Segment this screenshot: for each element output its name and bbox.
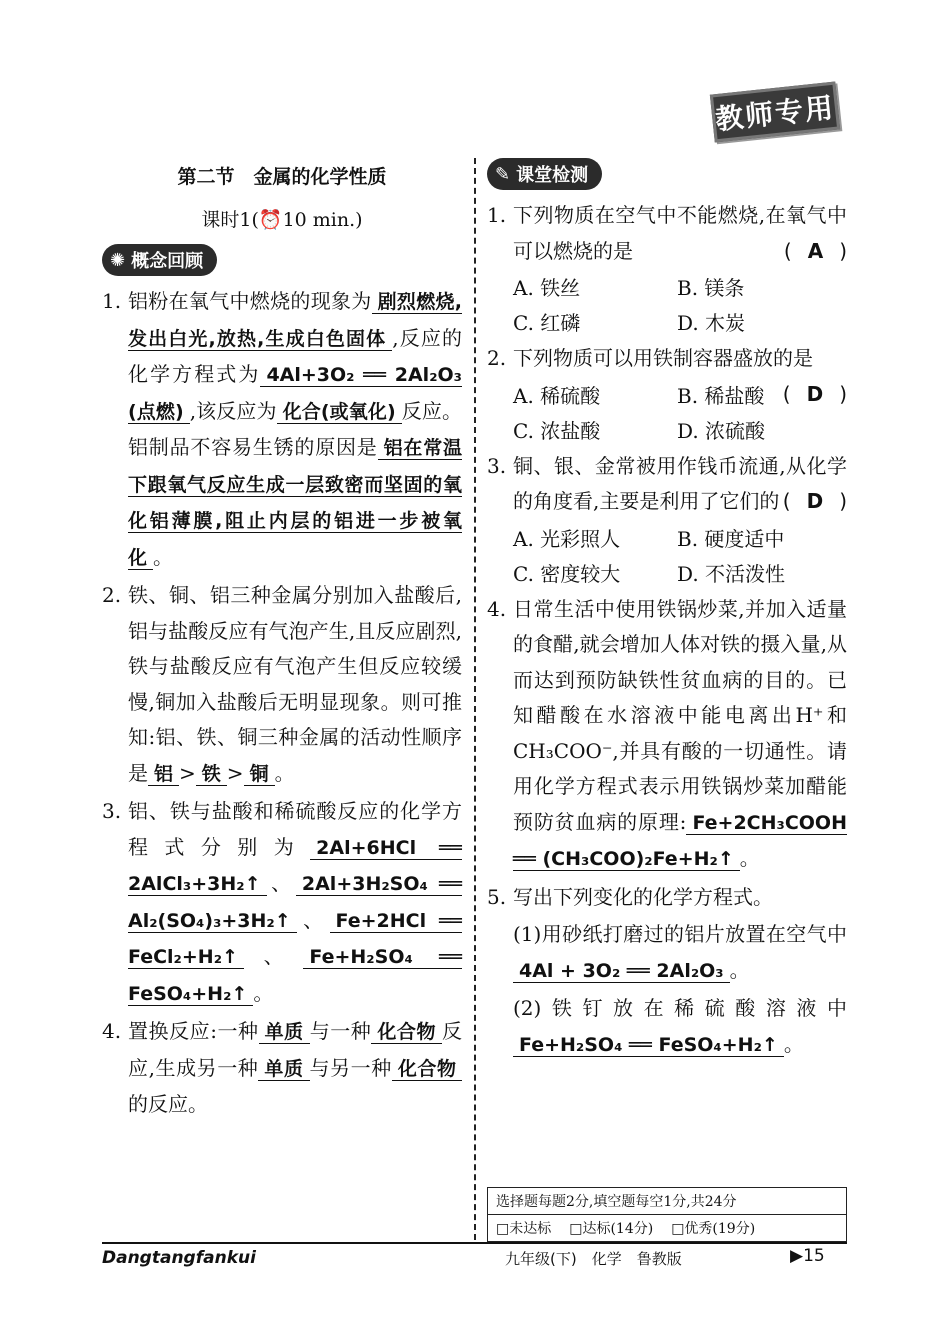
left-column [102,158,462,1125]
answer-bracket: ( A ) [783,238,847,263]
question-2: 2. 铁、铜、铝三种金属分别加入盐酸后,铝与盐酸反应有气泡产生,且反应剧烈,铁与盐酸反应有气泡产生但反应较缓慢,铜加入盐酸后无明显现象。则可推知:铝、铁、铜三种金属的活动性顺序是 铝 > 铁 > 铜 。 [102,583,462,785]
options-3: A. 光彩照人 B. 硬度适中 C. 密度较大 D. 不活泼性 [513,526,786,586]
answer-bracket: ( D ) [782,381,847,406]
test-question-5-part-1: (1)用砂纸打磨过的铝片放置在空气中4Al + 3O₂ ══ 2Al₂O₃ 。 [513,922,847,982]
column-divider [474,158,476,1240]
test-question-2: 2. 下列物质可以用铁制容器盛放的是 ( D ) [487,341,847,377]
brand-logo: Dangtangfankui [102,1248,256,1268]
score-levels [488,1214,846,1241]
concept-review-header: ✺ 概念回顾 [102,244,217,276]
level-pass-checkbox[interactable]: □达标(14分) [569,1221,654,1237]
score-box [487,1187,847,1242]
page-footer [102,1242,847,1274]
level-fail-checkbox[interactable]: □未达标 [496,1221,552,1237]
book-series: 九年级(下) 化学 鲁教版 [505,1250,682,1268]
test-question-3: 3. 铜、银、金常被用作钱币流通,从化学的角度看,主要是利用了它们的 ( D ) [487,449,847,520]
class-test-header: ✎ 课堂检测 [487,158,602,190]
pencil-icon: ✎ [495,163,511,185]
question-3: 3. 铝、铁与盐酸和稀硫酸反应的化学方程式分别为 2Al+6HCl ══ 2AlCl₃+3H₂↑ 、 2Al+3H₂SO₄ ══ Al₂(SO₄)₃+3H₂↑ 、 Fe+2HCl ══ FeCl₂+H₂↑ 、 Fe+H₂SO₄ ══ FeSO₄+H₂↑ 。 [102,799,463,1005]
question-1: 1. 铝粉在氧气中燃烧的现象为 剧烈燃烧,发出白光,放热,生成白色固体 ,反应的化学方程式为 4Al+3O₂ ══ 2Al₂O₃ (点燃) ,该反应为 化合(或氧化) 反应。铝制品不容易生锈的原因是 铝在常温下跟氧气反应生成一层致密而坚固的氧化铝薄膜,阻止内层的铝进一步被氧化 。 [102,289,463,569]
test-question-5: 5. 写出下列变化的化学方程式。 [487,884,773,909]
answer-bracket: ( D ) [782,489,847,513]
lightbulb-icon: ✺ [110,249,126,271]
options-1: A. 铁丝 B. 镁条 C. 红磷 D. 木炭 [513,276,746,335]
score-rule: 选择题每题2分,填空题每空1分,共24分 [496,1194,737,1210]
test-question-4: 4. 日常生活中使用铁锅炒菜,并加入适量的食醋,就会增加人体对铁的摄入量,从而达到预防缺铁性贫血病的目的。已知醋酸在水溶液中能电离出H⁺和CH₃COO⁻,并具有酸的一切通性。请用化学方程式表示用铁锅炒菜加醋能预防贫血病的原理: Fe+2CH₃COOH ══ (CH₃COO)₂Fe+H₂↑ 。 [487,596,847,870]
section-title: 第二节 金属的化学性质 [177,166,387,188]
test-question-5-part-2: (2)铁钉放在稀硫酸溶液中Fe+H₂SO₄ ══ FeSO₄+H₂↑ 。 [513,996,847,1056]
right-column [487,158,847,1065]
teacher-only-stamp: 教师专用 [710,82,840,143]
level-excellent-checkbox[interactable]: □优秀(19分) [671,1221,756,1237]
question-4: 4. 置换反应:一种 单质 与一种 化合物 反应,生成另一种 单质 与另一种 化合物的反应。 [102,1019,462,1116]
lesson-time: 课时1(⏰10 min.) [201,209,363,231]
page-number: ▶15 [790,1246,825,1266]
test-question-1: 1. 下列物质在空气中不能燃烧,在氧气中可以燃烧的是 ( A ) [487,198,847,269]
options-2: A. 稀硫酸 B. 稀盐酸 C. 浓盐酸 D. 浓硫酸 [513,383,766,443]
